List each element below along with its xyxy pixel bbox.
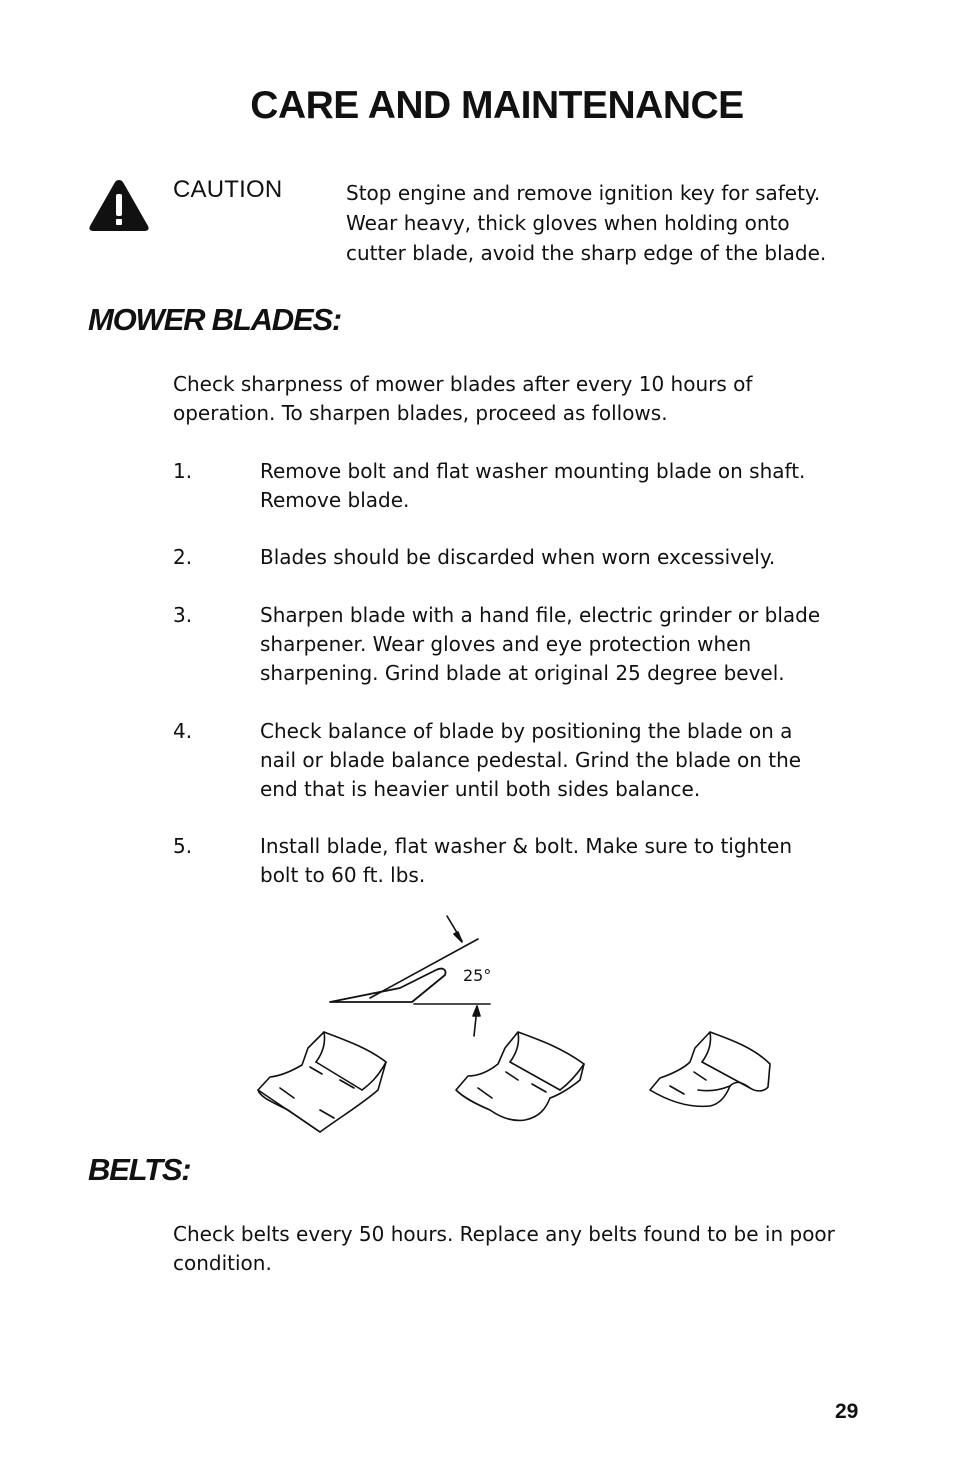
warning-triangle-icon (87, 177, 151, 233)
belts-text (173, 1220, 835, 1278)
blade-bevel-figure (250, 912, 790, 1142)
step-line: Remove blade. (260, 488, 410, 512)
mower-blades-intro (173, 370, 752, 428)
step-line: bolt to 60 ft. lbs. (260, 863, 426, 887)
intro-line: operation. To sharpen blades, proceed as follows. (173, 401, 668, 425)
page-title: CARE AND MAINTENANCE (250, 84, 744, 127)
caution-label: CAUTION (173, 176, 283, 203)
step-line: Check balance of blade by positioning the blade on a (260, 719, 793, 743)
step-line: Install blade, flat washer & bolt. Make sure to tighten (260, 834, 793, 858)
step-line: Blades should be discarded when worn excessively. (260, 545, 776, 569)
worn-blade-drawing (456, 1032, 584, 1120)
caution-line: Wear heavy, thick gloves when holding onto (346, 211, 790, 235)
intro-line: Check sharpness of mower blades after every 10 hours of (173, 372, 753, 396)
step-number: 4. (173, 719, 193, 743)
mower-blades-heading: MOWER BLADES: (88, 302, 342, 337)
belts-line: Check belts every 50 hours. Replace any belts found to be in poor (173, 1222, 835, 1246)
step-number: 2. (173, 545, 193, 569)
step-number: 1. (173, 459, 193, 483)
angle-label: 25° (463, 966, 492, 985)
belts-heading: BELTS: (88, 1152, 191, 1187)
step-line: sharpening. Grind blade at original 25 degree bevel. (260, 661, 785, 685)
caution-line: Stop engine and remove ignition key for safety. (346, 181, 821, 205)
caution-line: cutter blade, avoid the sharp edge of the blade. (346, 241, 827, 265)
step-line: end that is heavier until both sides balance. (260, 777, 701, 801)
caution-text (346, 178, 866, 268)
step-line: nail or blade balance pedestal. Grind the blade on the (260, 748, 802, 772)
step-line: Sharpen blade with a hand file, electric grinder or blade (260, 603, 821, 627)
page-number: 29 (835, 1400, 859, 1423)
step-line: sharpener. Wear gloves and eye protection when (260, 632, 752, 656)
bevel-angle-diagram (330, 916, 491, 1036)
sharp-blade-drawing (258, 1032, 386, 1132)
step-line: Remove bolt and flat washer mounting blade on shaft. (260, 459, 806, 483)
damaged-blade-drawing (650, 1032, 770, 1106)
step-number: 3. (173, 603, 193, 627)
belts-line: condition. (173, 1251, 272, 1275)
step-number: 5. (173, 834, 193, 858)
